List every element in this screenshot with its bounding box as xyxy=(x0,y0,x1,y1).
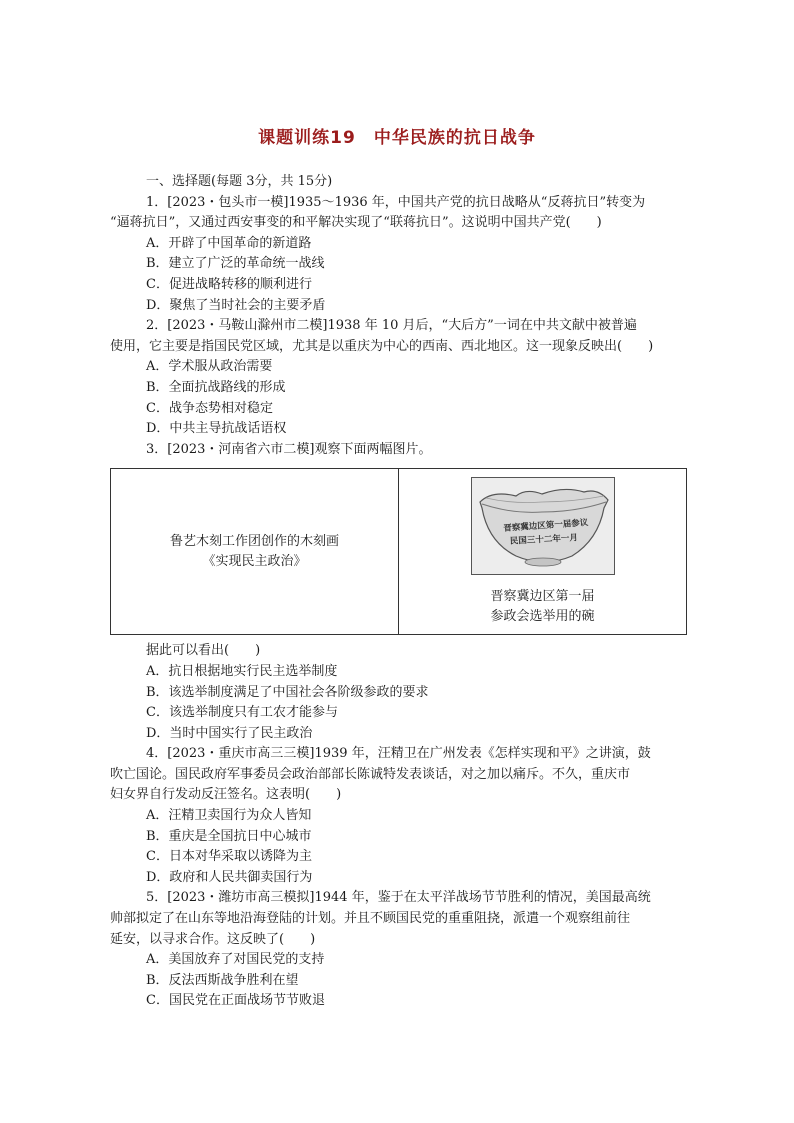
bowl-inscription-2: 民国三十二年一月 xyxy=(509,533,578,547)
question-content xyxy=(110,172,688,1012)
question-5-line-3: 延安，以寻求合作。这反映了( ) xyxy=(110,931,316,947)
figure-right-caption-1: 晋察冀边区第一届 xyxy=(490,588,595,604)
question-5-line-2: 帅部拟定了在山东等地沿海登陆的计划。并且不顾国民党的重重阻挠，派遣一个观察组前往 xyxy=(110,911,631,927)
bowl-illustration xyxy=(472,478,614,574)
bowl-inscription-1: 晋察冀边区第一届参议 xyxy=(502,517,589,534)
page-title: 课题训练19 中华民族的抗日战争 xyxy=(258,128,536,148)
question-2-line-2: 使用，它主要是指国民党区域，尤其是以重庆为中心的西南、西北地区。这一现象反映出( ) xyxy=(110,338,654,354)
figure-right-cell xyxy=(398,469,686,634)
question-3-option-c: C．该选举制度只有工农才能参与 xyxy=(146,705,338,721)
question-4-option-d: D．政府和人民共御卖国行为 xyxy=(146,869,313,885)
question-5-option-b: B．反法西斯战争胜利在望 xyxy=(146,972,299,988)
question-1-option-c: C．促进战略转移的顺利进行 xyxy=(146,276,312,292)
question-1-line-1: 1．[2023・包头市一模]1935～1936 年，中国共产党的抗日战略从“反蒋抗日”转变为 xyxy=(146,194,646,210)
question-5-option-a: A．美国放弃了对国民党的支持 xyxy=(146,952,325,968)
question-4-line-1: 4．[2023・重庆市高三三模]1939 年，汪精卫在广州发表《怎样实现和平》之讲演，鼓 xyxy=(146,746,651,762)
figure-left-cell xyxy=(111,469,398,634)
question-1-option-b: B．建立了广泛的革命统一战线 xyxy=(146,256,325,272)
question-2-option-d: D．中共主导抗战话语权 xyxy=(146,421,287,437)
question-2-line-1: 2．[2023・马鞍山滁州市二模]1938 年 10 月后，“大后方”一词在中共文献中被普遍 xyxy=(146,318,637,334)
question-3-option-b: B．该选举制度满足了中国社会各阶级参政的要求 xyxy=(146,684,429,700)
question-3-option-d: D．当时中国实行了民主政治 xyxy=(146,725,313,741)
question-4-option-c: C．日本对华采取以诱降为主 xyxy=(146,849,312,865)
question-4-line-3: 妇女界自行发动反汪签名。这表明( ) xyxy=(110,787,342,803)
question-2-option-b: B．全面抗战路线的形成 xyxy=(146,379,286,395)
figure-table xyxy=(110,468,687,635)
question-3-stem: 据此可以看出( ) xyxy=(146,643,261,659)
question-2-option-a: A．学术服从政治需要 xyxy=(146,359,273,375)
question-5-option-c: C．国民党在正面战场节节败退 xyxy=(146,993,325,1009)
figure-right-caption-2: 参政会选举用的碗 xyxy=(490,608,595,624)
question-4-option-a: A．汪精卫卖国行为众人皆知 xyxy=(146,808,312,824)
question-4-line-2: 吹亡国论。国民政府军事委员会政治部部长陈诚特发表谈话，对之加以痛斥。不久，重庆市 xyxy=(110,766,631,782)
question-1-option-d: D．聚焦了当时社会的主要矛盾 xyxy=(146,297,326,313)
section-heading: 一、选择题(每题 3分，共 15分) xyxy=(146,174,333,189)
question-2-option-c: C．战争态势相对稳定 xyxy=(146,400,273,416)
question-4-option-b: B．重庆是全国抗日中心城市 xyxy=(146,828,312,844)
figure-left-caption-1: 鲁艺木刻工作团创作的木刻画 xyxy=(169,533,339,549)
question-1-option-a: A．开辟了中国革命的新道路 xyxy=(146,235,312,251)
figure-left-caption-2: 《实现民主政治》 xyxy=(202,553,307,569)
question-3-option-a: A．抗日根据地实行民主选举制度 xyxy=(146,663,338,679)
question-5-line-1: 5．[2023・潍坊市高三模拟]1944 年，鉴于在太平洋战场节节胜利的情况，美国最高统 xyxy=(146,890,651,906)
bowl-photo xyxy=(471,477,615,575)
question-1-line-2: “逼蒋抗日”，又通过西安事变的和平解决实现了“联蒋抗日”。这说明中国共产党( ) xyxy=(110,215,602,231)
question-3-line-1: 3．[2023・河南省六市二模]观察下面两幅图片。 xyxy=(146,441,432,457)
